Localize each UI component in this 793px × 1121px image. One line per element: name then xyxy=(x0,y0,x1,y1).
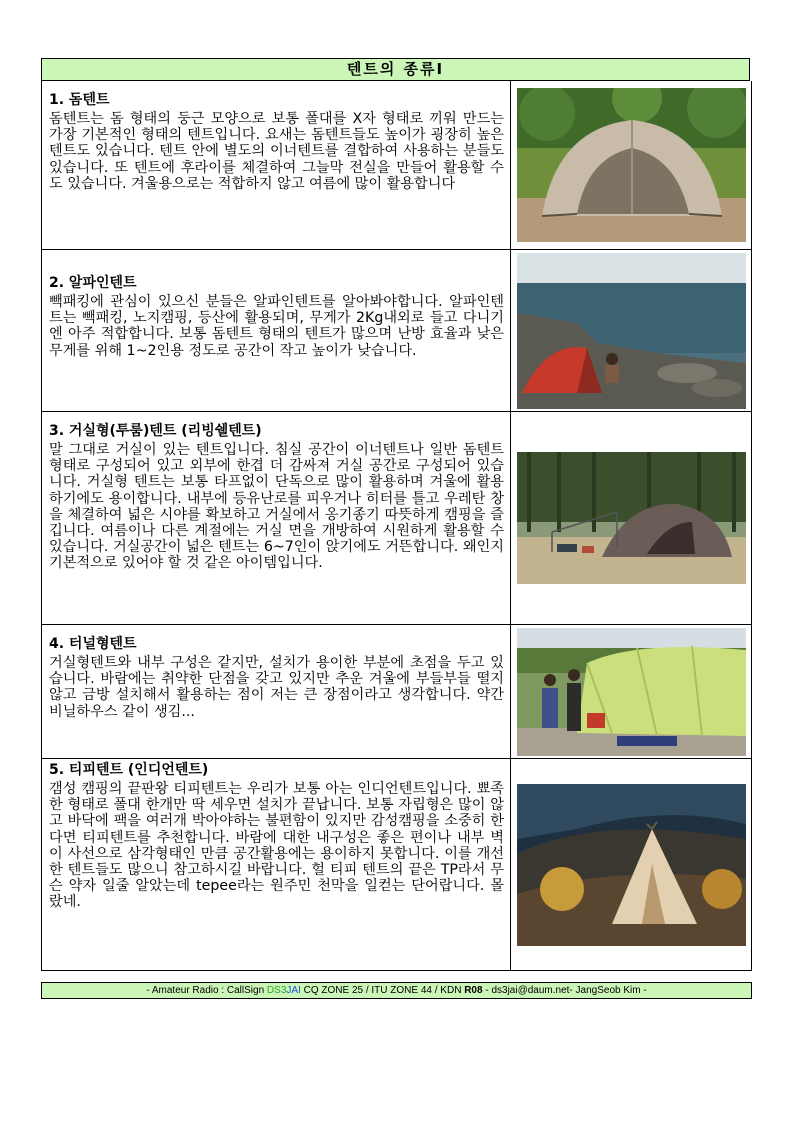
photo-cell xyxy=(511,625,751,758)
section-body: 거실형텐트와 내부 구성은 같지만, 설치가 용이한 부분에 초점을 두고 있습니다. 바람에는 취약한 단점을 갖고 있지만 추운 겨울에 부들부들 떨지 않고 금방 설치해서 활용하는 점이 저는 큰 장점이라고 생각합니다. 약간 비닐하우스 같이 생김... xyxy=(49,655,504,720)
section-body: 말 그대로 거실이 있는 텐트입니다. 침실 공간이 이너텐트나 일반 돔텐트 형태로 구성되어 있고 외부에 한겹 더 감싸져 거실 공간로 구성되어 있습니다. 거실형 텐트는 보통 타프없이 단독으로 많이 활용하며 겨울에 활용하기에도 용이합니다. 내부에 등유난로를 피우거나 히터를 틀고 우레탄 창을 체결하여 넓은 시야를 확보하고 거실에서 옹기종기 따뜻하게 캠핑을 즐깁니다. 여름이나 다른 계절에는 거실 면을 개방하여 시원하게 활용할 수 있습니다. 거실공간이 넓은 텐트는 6~7인이 앉기에도 거뜬합니다. 왜인지 기본적으로 있어야 할 것 같은 아이템입니다. xyxy=(49,442,504,572)
photo-cell xyxy=(511,250,751,411)
table-row-alpine-tent xyxy=(42,249,751,411)
footer-suffix: - ds3jai@daum.net- JangSeob Kim - xyxy=(482,985,647,996)
photo-cell xyxy=(511,759,751,970)
section-heading: 5. 티피텐트 (인디언텐트) xyxy=(49,762,209,778)
section-body: 갬성 캠핑의 끝판왕 티피텐트는 우리가 보통 아는 인디언텐트입니다. 뾰족한 형태로 폴대 한개만 딱 세우면 설치가 끝납니다. 보통 자립형은 많이 않고 바닥에 팩을 여러개 박아야하는 불편함이 있지만 감성캠핑을 소중히 한다면 티피텐트를 추천합니다. 바람에 대한 내구성은 좋은 편이나 내부 벽이 사선으로 삼각형태인 만큼 공간활용에는 용이하지 못합니다. 이를 개선한 텐트들도 많으니 참고하시길 바랍니다. 헐 티피 텐트의 끝은 TP라서 무슨 약자 일줄 알았는데 tepee라는 원주민 천막을 일컫는 단어랍니다. 몰랐네. xyxy=(49,781,504,911)
section-text xyxy=(42,625,511,758)
section-heading: 2. 알파인텐트 xyxy=(49,275,137,291)
photo-cell xyxy=(511,412,751,624)
section-text xyxy=(42,81,511,249)
callsign-jai: JAI xyxy=(286,985,301,996)
section-text xyxy=(42,412,511,624)
section-text xyxy=(42,250,511,411)
section-heading: 3. 거실형(투룸)텐트 (리빙쉘텐트) xyxy=(49,423,262,439)
tunnel-tent-photo xyxy=(517,628,746,756)
table-row-teepee-tent xyxy=(42,758,751,970)
section-body: 빽패킹에 관심이 있으신 분들은 알파인텐트를 알아봐야합니다. 알파인텐트는 빽패킹, 노지캠핑, 등산에 활용되며, 무게가 2Kg내외로 들고 다니기엔 아주 적합합니다. 보통 돔텐트 형태의 텐트가 많으며 난방 효율과 낮은 무게를 위해 1~2인용 정도로 공간이 작고 높이가 낮습니다. xyxy=(49,294,504,359)
alpine-tent-photo xyxy=(517,253,746,409)
teepee-tent-photo xyxy=(517,784,746,946)
footer-middle: CQ ZONE 25 / ITU ZONE 44 / KDN xyxy=(300,985,465,996)
living-tent-photo xyxy=(517,452,746,584)
table-row-tunnel-tent xyxy=(42,624,751,758)
section-text xyxy=(42,759,511,970)
section-heading: 4. 터널형텐트 xyxy=(49,636,137,652)
page-title: 텐트의 종류Ⅰ xyxy=(41,58,750,81)
section-heading: 1. 돔텐트 xyxy=(49,92,110,108)
dome-tent-photo xyxy=(517,88,746,242)
footer-prefix: - Amateur Radio : CallSign xyxy=(146,985,267,996)
table-row-living-tent xyxy=(42,411,751,624)
table-row-dome-tent xyxy=(42,81,751,249)
callsign-ds3: DS3 xyxy=(266,985,287,996)
tent-types-table xyxy=(41,81,752,971)
footer-bar xyxy=(41,982,752,999)
photo-cell xyxy=(511,81,751,249)
kdn-code: R08 xyxy=(464,985,483,996)
section-body: 돔텐트는 돔 형태의 둥근 모양으로 보통 폴대를 X자 형태로 끼워 만드는 가장 기본적인 형태의 텐트입니다. 요새는 돔텐트들도 높이가 굉장히 높은 텐트도 있습니다. 텐트 안에 별도의 이너텐트를 결합하여 사용하는 분들도 있습니다. 또 텐트에 후라이를 체결하여 그늘막 전실을 만들어 활용할 수도 있습니다. 겨울용으로는 적합하지 않고 여름에 많이 활용합니다 xyxy=(49,111,504,192)
